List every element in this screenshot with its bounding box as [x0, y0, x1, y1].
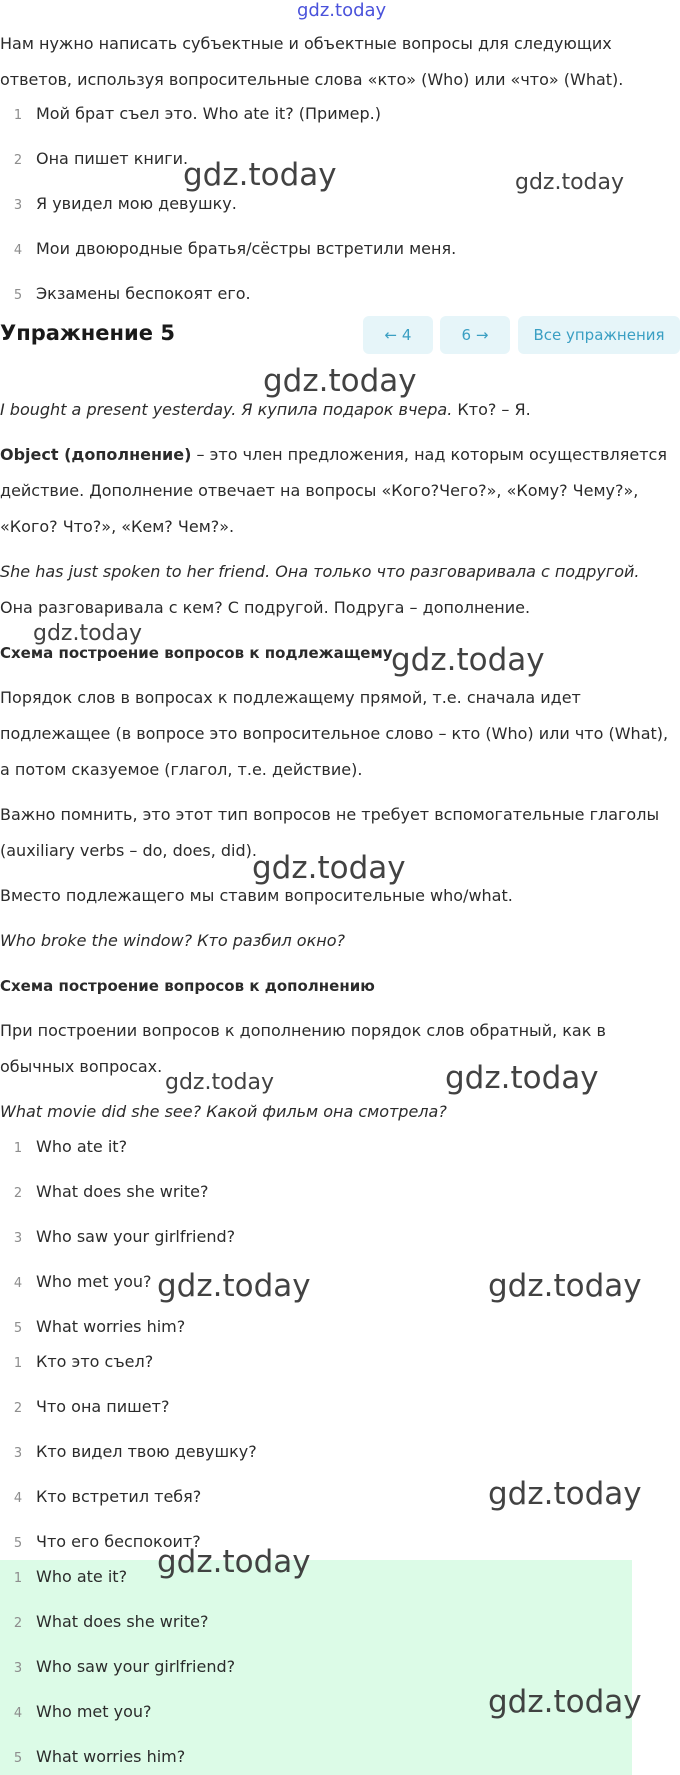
item-text: Я увидел мою девушку. — [36, 194, 237, 213]
watermark: gdz.today — [157, 1544, 311, 1580]
example-text: She has just spoken to her friend. Она только что разговаривала с подругой. — [0, 562, 640, 581]
item-text: Who ate it? — [36, 1137, 128, 1156]
answer-ru-item — [0, 1350, 153, 1374]
item-number: 4 — [13, 1706, 23, 1721]
task-item — [0, 147, 188, 171]
intro-line: ответов, используя вопросительные слова «кто» (Who) или «что» (What). — [0, 70, 624, 89]
item-text: What does she write? — [36, 1182, 209, 1201]
item-text: What worries him? — [36, 1747, 186, 1766]
watermark: gdz.today — [252, 850, 406, 886]
item-number: 4 — [13, 1491, 23, 1506]
watermark: gdz.today — [515, 170, 625, 195]
answer-ru-item — [0, 1395, 169, 1419]
item-text: Мои двоюродные братья/сёстры встретили меня. — [36, 239, 457, 258]
answer-highlight-item — [0, 1745, 185, 1769]
answer-highlight-item — [0, 1565, 127, 1589]
item-number: 5 — [13, 1536, 23, 1551]
item-number: 3 — [13, 1661, 23, 1676]
answer-ru-item — [0, 1485, 201, 1509]
paragraph-line: Вместо подлежащего мы ставим вопросительные who/what. — [0, 886, 513, 905]
item-number: 5 — [13, 1321, 23, 1336]
watermark: gdz.today — [165, 1070, 275, 1095]
example-text: Who broke the window? Кто разбил окно? — [0, 931, 345, 950]
section-heading: Схема построение вопросов к подлежащему — [0, 644, 393, 662]
item-text: Она пишет книги. — [36, 149, 189, 168]
item-number: 1 — [13, 1571, 23, 1586]
item-text: Что его беспокоит? — [36, 1532, 201, 1551]
item-number: 2 — [13, 1616, 23, 1631]
item-text: Who saw your girlfriend? — [36, 1657, 236, 1676]
answer-en-item — [0, 1180, 208, 1204]
paragraph-line: При построении вопросов к дополнению порядок слов обратный, как в — [0, 1021, 606, 1040]
item-number: 4 — [13, 243, 23, 258]
paragraph-line: Порядок слов в вопросах к подлежащему прямой, т.е. сначала идет — [0, 688, 581, 707]
watermark: gdz.today — [488, 1268, 642, 1304]
paragraph-line: а потом сказуемое (глагол, т.е. действие). — [0, 760, 363, 779]
intro-paragraph — [0, 26, 670, 98]
answer-en-item — [0, 1315, 185, 1339]
item-text: What does she write? — [36, 1612, 209, 1631]
item-text: Экзамены беспокоят его. — [36, 284, 251, 303]
paragraph-line: Важно помнить, это этот тип вопросов не требует вспомогательные глаголы — [0, 805, 660, 824]
item-text: Мой брат съел это. Who ate it? (Пример.) — [36, 104, 381, 123]
item-text: Кто это съел? — [36, 1352, 154, 1371]
term-bold: Object (дополнение) — [0, 445, 192, 464]
item-number: 1 — [13, 1356, 23, 1371]
explanation-text: Она разговаривала с кем? С подругой. Подруга – дополнение. — [0, 598, 531, 617]
definition-text: – это член предложения, над которым осуществляется — [191, 445, 667, 464]
example-text: What movie did she see? Какой фильм она смотрела? — [0, 1102, 447, 1121]
paragraph-line: (auxiliary verbs – do, does, did). — [0, 841, 257, 860]
watermark: gdz.today — [391, 642, 545, 678]
item-number: 5 — [13, 1751, 23, 1766]
task-item — [0, 237, 456, 261]
item-text: Who saw your girlfriend? — [36, 1227, 236, 1246]
paragraph-line: подлежащее (в вопросе это вопросительное слово – кто (Who) или что (What), — [0, 724, 669, 743]
task-item — [0, 282, 251, 306]
definition-line: действие. Дополнение отвечает на вопросы «Кого?Чего?», «Кому? Чему?», — [0, 481, 639, 500]
watermark: gdz.today — [157, 1268, 311, 1304]
answer-highlight-item — [0, 1655, 235, 1679]
subject-example — [0, 923, 670, 959]
example-sentence-2 — [0, 554, 670, 590]
answer-en-item — [0, 1225, 235, 1249]
intro-line: Нам нужно написать субъектные и объектные вопросы для следующих — [0, 34, 612, 53]
item-number: 4 — [13, 1276, 23, 1291]
watermark-top: gdz.today — [297, 0, 387, 21]
next-exercise-button[interactable]: 6 → — [440, 316, 510, 354]
watermark: gdz.today — [33, 621, 143, 646]
item-number: 2 — [13, 1186, 23, 1201]
item-number: 1 — [13, 1141, 23, 1156]
example-answer: Кто? – Я. — [452, 400, 531, 419]
watermark: gdz.today — [488, 1684, 642, 1720]
item-text: What worries him? — [36, 1317, 186, 1336]
item-text: Кто видел твою девушку? — [36, 1442, 257, 1461]
item-number: 2 — [13, 153, 23, 168]
item-number: 3 — [13, 1231, 23, 1246]
watermark: gdz.today — [445, 1060, 599, 1096]
item-number: 3 — [13, 1446, 23, 1461]
task-item — [0, 192, 237, 216]
answer-ru-item — [0, 1440, 257, 1464]
answer-en-item — [0, 1135, 127, 1159]
item-text: Who met you? — [36, 1272, 152, 1291]
item-text: Who ate it? — [36, 1567, 128, 1586]
object-example — [0, 1094, 670, 1130]
all-exercises-button[interactable]: Все упражнения — [518, 316, 680, 354]
item-number: 3 — [13, 198, 23, 213]
watermark: gdz.today — [183, 157, 337, 193]
subject-paragraph-1 — [0, 680, 670, 788]
item-number: 1 — [13, 108, 23, 123]
answer-highlight-item — [0, 1700, 152, 1724]
exercise-title: Упражнение 5 — [0, 321, 175, 345]
item-text: Кто встретил тебя? — [36, 1487, 202, 1506]
answer-highlight-item — [0, 1610, 208, 1634]
object-definition — [0, 437, 670, 545]
example-text: I bought a present yesterday. Я купила подарок вчера. — [0, 400, 453, 419]
item-number: 2 — [13, 1401, 23, 1416]
object-heading — [0, 968, 670, 1004]
prev-exercise-button[interactable]: ← 4 — [363, 316, 433, 354]
watermark: gdz.today — [263, 363, 417, 399]
answer-en-item — [0, 1270, 152, 1294]
item-text: Who met you? — [36, 1702, 152, 1721]
item-number: 5 — [13, 288, 23, 303]
section-heading: Схема построение вопросов к дополнению — [0, 977, 375, 995]
definition-line: «Кого? Что?», «Кем? Чем?». — [0, 517, 235, 536]
task-item — [0, 102, 381, 126]
watermark: gdz.today — [488, 1476, 642, 1512]
paragraph-line: обычных вопросах. — [0, 1057, 163, 1076]
item-text: Что она пишет? — [36, 1397, 170, 1416]
